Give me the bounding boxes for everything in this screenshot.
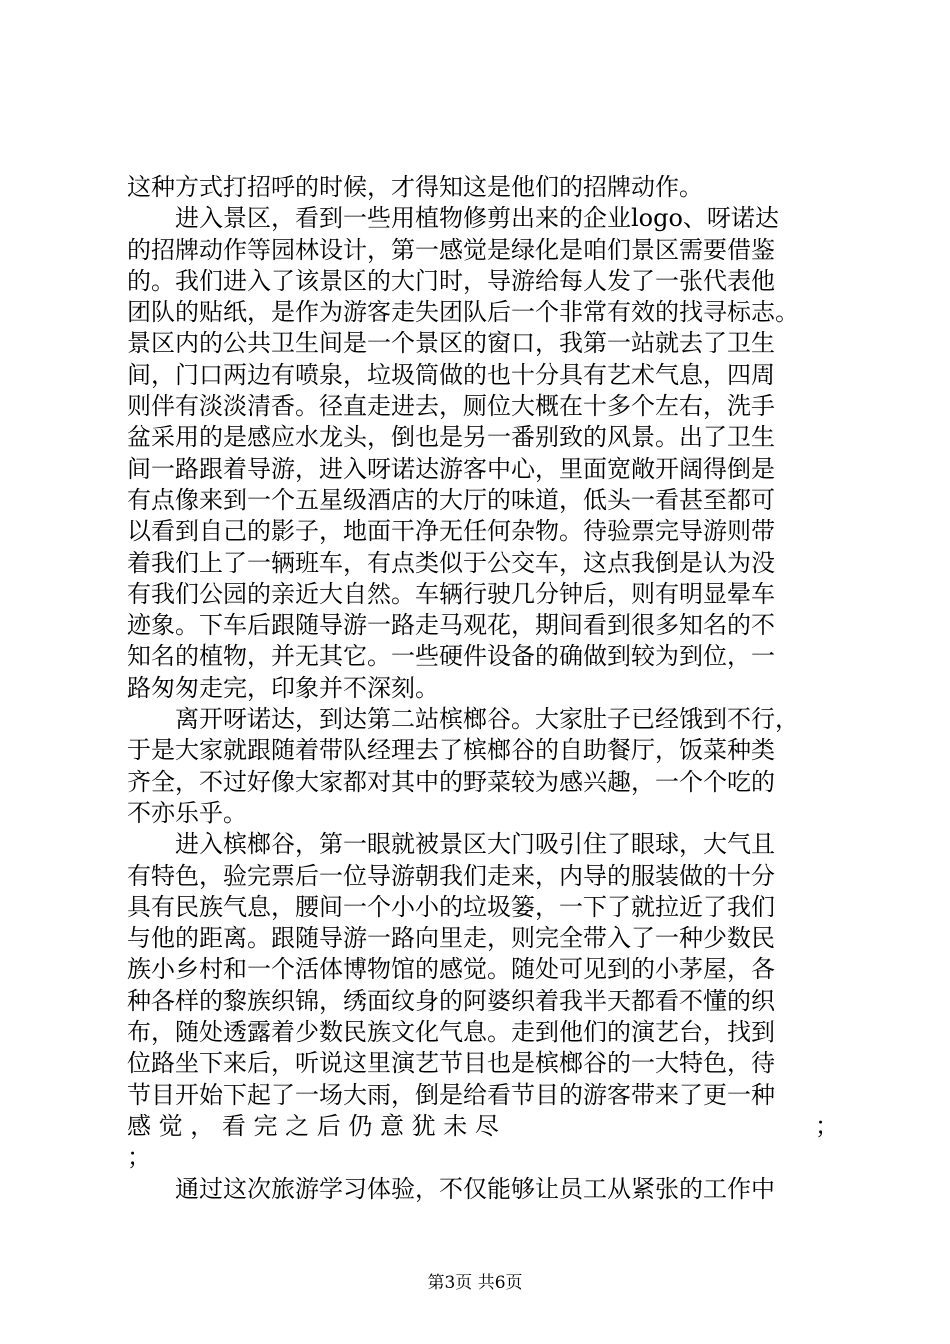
text-line: 盆采用的是感应水龙头，倒也是另一番别致的风景。出了卫生 bbox=[127, 423, 775, 452]
text-line: 具有民族气息，腰间一个小小的垃圾篓，一下了就拉近了我们 bbox=[127, 892, 775, 921]
text-line: 布，随处透露着少数民族文化气息。走到他们的演艺台，找到 bbox=[127, 1018, 775, 1047]
paragraph-start-line: 通过这次旅游学习体验，不仅能够让员工从紧张的工作中 bbox=[175, 1174, 775, 1203]
spaced-text-line bbox=[127, 1111, 839, 1142]
paragraph-start-line: 离开呀诺达，到达第二站槟榔谷。大家肚子已经饿到不行， bbox=[175, 705, 799, 734]
text-line: 间一路跟着导游，进入呀诺达游客中心，里面宽敞开阔得倒是 bbox=[127, 454, 775, 483]
text-line: 间，门口两边有喷泉，垃圾筒做的也十分具有艺术气息，四周 bbox=[127, 360, 775, 389]
paragraph-start-line: 进入景区，看到一些用植物修剪出来的企业logo、呀诺达 bbox=[175, 204, 779, 233]
document-body bbox=[127, 172, 839, 1205]
text-line: 有我们公园的亲近大自然。车辆行驶几分钟后，则有明显晕车 bbox=[127, 579, 775, 608]
text-line: 着我们上了一辆班车，有点类似于公交车，这点我倒是认为没 bbox=[127, 548, 775, 577]
text-line: 迹象。下车后跟随导游一路走马观花，期间看到很多知名的不 bbox=[127, 611, 775, 640]
text-line: 不亦乐乎。 bbox=[127, 798, 247, 827]
page-number: 第3页 共6页 bbox=[427, 1273, 523, 1293]
text-line: 则伴有淡淡清香。径直走进去，厕位大概在十多个左右，洗手 bbox=[127, 392, 775, 421]
text-line: 的。我们进入了该景区的大门时，导游给每人发了一张代表他 bbox=[127, 266, 775, 295]
paragraph-start-line: 进入槟榔谷，第一眼就被景区大门吸引住了眼球，大气且 bbox=[175, 830, 775, 859]
semicolon-line: ； bbox=[127, 1143, 151, 1172]
text-line: 种各样的黎族织锦，绣面纹身的阿婆织着我半天都看不懂的织 bbox=[127, 986, 775, 1015]
text-line: 有点像来到一个五星级酒店的大厅的味道，低头一看甚至都可 bbox=[127, 485, 775, 514]
text-line: 知名的植物，并无其它。一些硬件设备的确做到较为到位，一 bbox=[127, 642, 775, 671]
text-line: 族小乡村和一个活体博物馆的感觉。随处可见到的小茅屋，各 bbox=[127, 955, 775, 984]
text-line: 景区内的公共卫生间是一个景区的窗口，我第一站就去了卫生 bbox=[127, 329, 775, 358]
text-line: 有特色，验完票后一位导游朝我们走来，内导的服装做的十分 bbox=[127, 861, 775, 890]
text-line: 以看到自己的影子，地面干净无任何杂物。待验票完导游则带 bbox=[127, 517, 775, 546]
page-footer bbox=[0, 1268, 950, 1293]
text-line: 路匆匆走完，印象并不深刻。 bbox=[127, 673, 439, 702]
spaced-text: 感 觉 ， 看 完 之 后 仍 意 犹 未 尽 bbox=[127, 1111, 499, 1140]
text-line: 与他的距离。跟随导游一路向里走，则完全带入了一种少数民 bbox=[127, 924, 775, 953]
trailing-semicolon: ； bbox=[815, 1111, 839, 1140]
text-line: 节目开始下起了一场大雨，倒是给看节目的游客带来了更一种 bbox=[127, 1080, 775, 1109]
text-line: 的招牌动作等园林设计，第一感觉是绿化是咱们景区需要借鉴 bbox=[127, 235, 775, 264]
text-line: 这种方式打招呼的时候，才得知这是他们的招牌动作。 bbox=[127, 173, 703, 201]
text-line: 齐全，不过好像大家都对其中的野菜较为感兴趣，一个个吃的 bbox=[127, 767, 775, 796]
text-line: 团队的贴纸，是作为游客走失团队后一个非常有效的找寻标志。 bbox=[127, 298, 799, 327]
text-line: 位路坐下来后，听说这里演艺节目也是槟榔谷的一大特色，待 bbox=[127, 1049, 775, 1078]
text-line: 于是大家就跟随着带队经理去了槟榔谷的自助餐厅，饭菜种类 bbox=[127, 736, 775, 765]
